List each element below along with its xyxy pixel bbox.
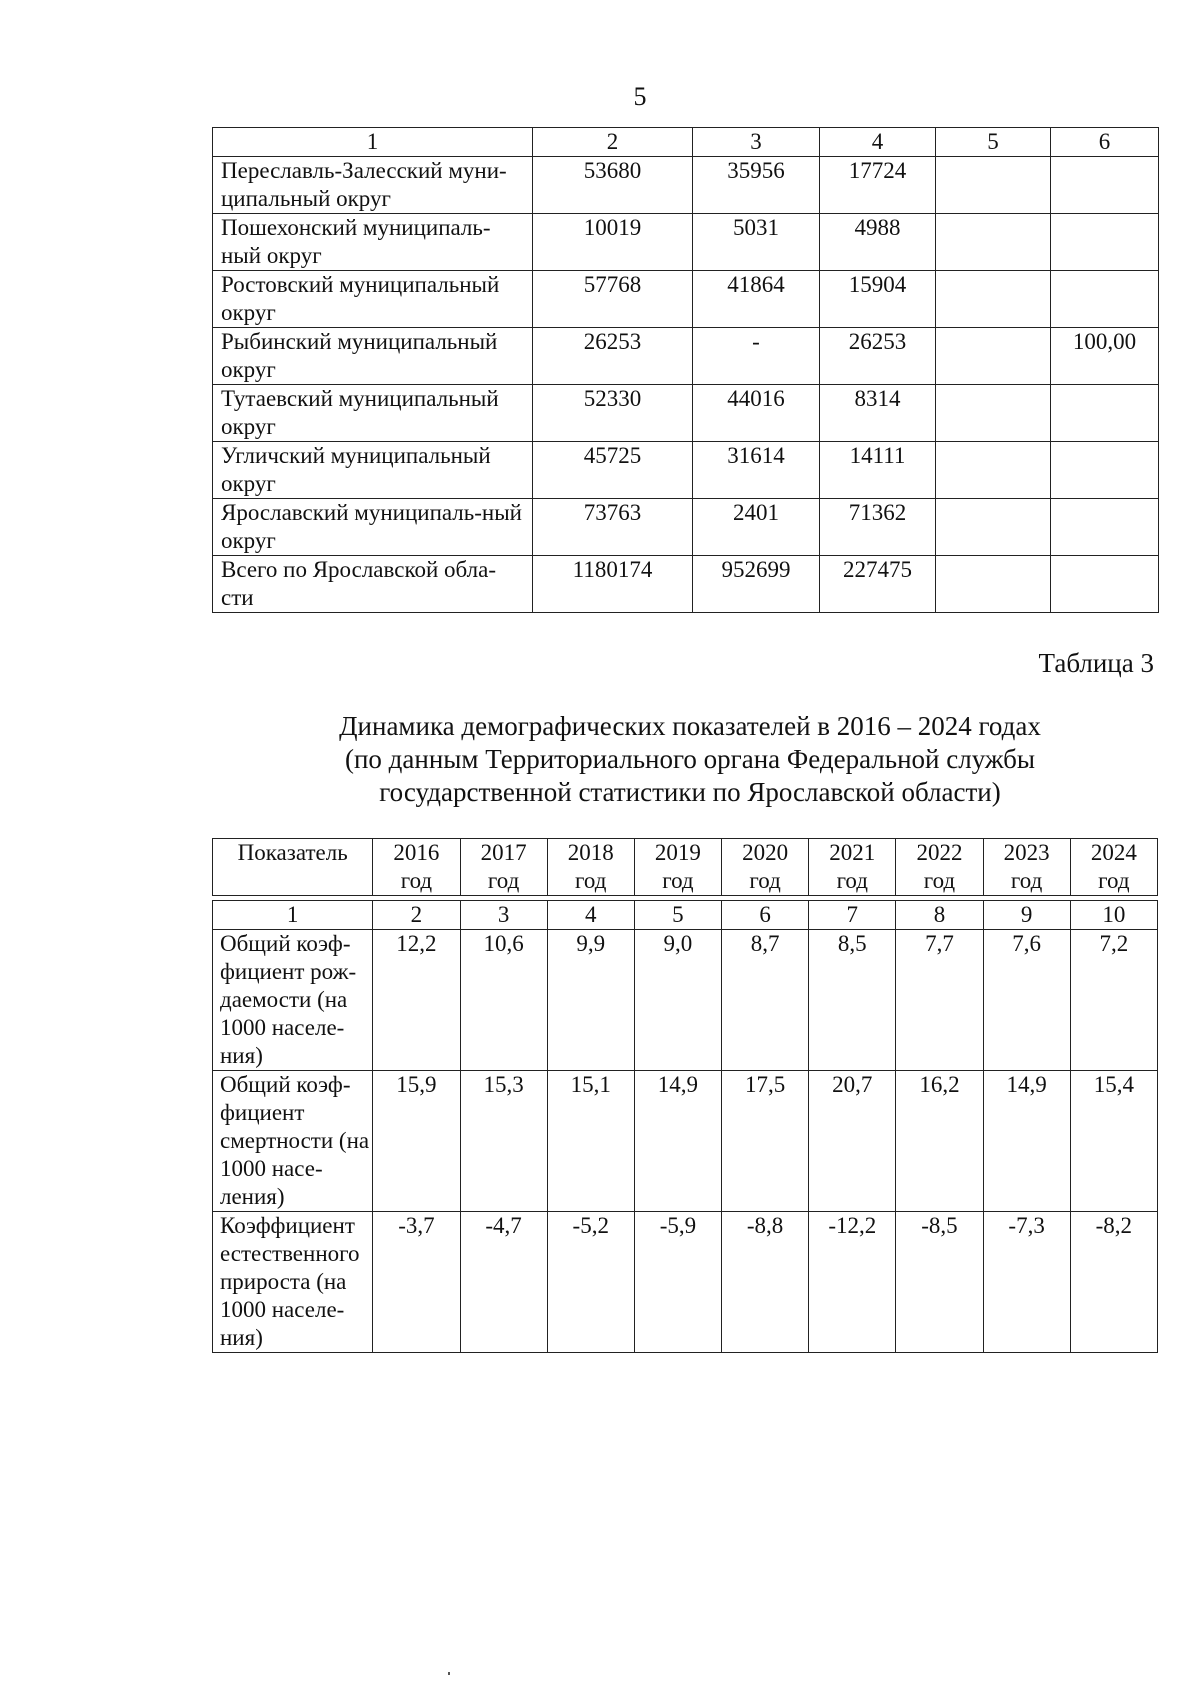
table-row-total [213, 556, 1159, 613]
district-name: Переславль-Залесский муни-ципальный округ [213, 157, 533, 214]
cell-col3: 41864 [693, 271, 820, 328]
year-header: 2019 год [634, 839, 721, 896]
cell-col2: 52330 [533, 385, 693, 442]
year-header: 2017 год [460, 839, 547, 896]
cell-col4: 8314 [820, 385, 936, 442]
cell-col5 [936, 442, 1051, 499]
table-row [213, 499, 1159, 556]
cell-col5 [936, 556, 1051, 613]
value-cell: -12,2 [809, 1212, 896, 1353]
value-cell: 14,9 [634, 1071, 721, 1212]
column-number: 10 [1070, 901, 1157, 930]
column-number: 9 [983, 901, 1070, 930]
cell-col3: 35956 [693, 157, 820, 214]
cell-col2: 73763 [533, 499, 693, 556]
column-number: 7 [809, 901, 896, 930]
cell-col6 [1051, 271, 1159, 328]
cell-col3: 31614 [693, 442, 820, 499]
table-row [213, 271, 1159, 328]
table-3-title [230, 710, 1150, 809]
cell-col5 [936, 157, 1051, 214]
cell-col5 [936, 499, 1051, 556]
column-number-row [213, 901, 1158, 930]
demographics-table [212, 838, 1158, 1353]
value-cell: 20,7 [809, 1071, 896, 1212]
header-cell: 2 [533, 128, 693, 157]
death-rate-row [213, 1071, 1158, 1212]
cell-col5 [936, 271, 1051, 328]
year-header: 2018 год [547, 839, 634, 896]
cell-col2: 1180174 [533, 556, 693, 613]
value-cell: 15,3 [460, 1071, 547, 1212]
cell-col6 [1051, 214, 1159, 271]
district-name: Угличский муниципальный округ [213, 442, 533, 499]
scan-speck [448, 1672, 450, 1675]
indicator-header: Показатель [213, 839, 373, 896]
indicator-label: Коэффициент естественного прироста (на 1000 населе-ния) [213, 1212, 373, 1353]
cell-col6 [1051, 385, 1159, 442]
value-cell: -5,2 [547, 1212, 634, 1353]
cell-col3: 2401 [693, 499, 820, 556]
value-cell: -4,7 [460, 1212, 547, 1353]
cell-col4: 15904 [820, 271, 936, 328]
value-cell: -8,8 [722, 1212, 809, 1353]
cell-col2: 45725 [533, 442, 693, 499]
value-cell: -5,9 [634, 1212, 721, 1353]
cell-col6: 100,00 [1051, 328, 1159, 385]
title-line: (по данным Территориального органа Федеральной службы [344, 744, 1036, 774]
value-cell: -7,3 [983, 1212, 1070, 1353]
table-row [213, 442, 1159, 499]
district-name: Пошехонский муниципаль-ный округ [213, 214, 533, 271]
year-header-row [213, 839, 1158, 896]
cell-col4: 17724 [820, 157, 936, 214]
value-cell: 12,2 [373, 930, 460, 1071]
cell-col5 [936, 328, 1051, 385]
cell-col4: 26253 [820, 328, 936, 385]
value-cell: 7,2 [1070, 930, 1157, 1071]
cell-col5 [936, 385, 1051, 442]
header-cell: 6 [1051, 128, 1159, 157]
title-line: Динамика демографических показателей в 2016 – 2024 годах [339, 711, 1041, 741]
cell-col2: 26253 [533, 328, 693, 385]
column-number: 5 [634, 901, 721, 930]
district-name: Всего по Ярославской обла-сти [213, 556, 533, 613]
cell-col4: 71362 [820, 499, 936, 556]
header-cell: 3 [693, 128, 820, 157]
table-row [213, 214, 1159, 271]
indicator-label: Общий коэф-фициент смертности (на 1000 насе-ления) [213, 1071, 373, 1212]
value-cell: 14,9 [983, 1071, 1070, 1212]
value-cell: 15,1 [547, 1071, 634, 1212]
cell-col4: 14111 [820, 442, 936, 499]
value-cell: 10,6 [460, 930, 547, 1071]
table-row [213, 328, 1159, 385]
district-name: Ярославский муниципаль-ный округ [213, 499, 533, 556]
column-number: 4 [547, 901, 634, 930]
year-header: 2023 год [983, 839, 1070, 896]
cell-col6 [1051, 442, 1159, 499]
value-cell: 9,9 [547, 930, 634, 1071]
cell-col3: 952699 [693, 556, 820, 613]
cell-col2: 57768 [533, 271, 693, 328]
cell-col3: 5031 [693, 214, 820, 271]
header-cell: 1 [213, 128, 533, 157]
cell-col2: 53680 [533, 157, 693, 214]
value-cell: -8,2 [1070, 1212, 1157, 1353]
value-cell: 7,6 [983, 930, 1070, 1071]
value-cell: 16,2 [896, 1071, 983, 1212]
cell-col3: - [693, 328, 820, 385]
header-cell: 4 [820, 128, 936, 157]
year-header: 2021 год [809, 839, 896, 896]
cell-col4: 227475 [820, 556, 936, 613]
municipal-table [212, 127, 1159, 613]
column-number: 3 [460, 901, 547, 930]
cell-col3: 44016 [693, 385, 820, 442]
column-number: 2 [373, 901, 460, 930]
cell-col2: 10019 [533, 214, 693, 271]
value-cell: 8,7 [722, 930, 809, 1071]
header-cell: 5 [936, 128, 1051, 157]
cell-col5 [936, 214, 1051, 271]
year-header: 2024 год [1070, 839, 1157, 896]
district-name: Рыбинский муниципальный округ [213, 328, 533, 385]
district-name: Тутаевский муниципальный округ [213, 385, 533, 442]
district-name: Ростовский муниципальный округ [213, 271, 533, 328]
column-number: 6 [722, 901, 809, 930]
value-cell: 15,4 [1070, 1071, 1157, 1212]
natural-growth-row [213, 1212, 1158, 1353]
value-cell: 7,7 [896, 930, 983, 1071]
birth-rate-row [213, 930, 1158, 1071]
value-cell: 8,5 [809, 930, 896, 1071]
value-cell: -3,7 [373, 1212, 460, 1353]
value-cell: 15,9 [373, 1071, 460, 1212]
title-line: государственной статистики по Ярославской области) [379, 777, 1001, 807]
year-header: 2016 год [373, 839, 460, 896]
value-cell: 9,0 [634, 930, 721, 1071]
page-number: 5 [633, 82, 647, 111]
table-header-row [213, 128, 1159, 157]
table-row [213, 385, 1159, 442]
year-header: 2020 год [722, 839, 809, 896]
indicator-label: Общий коэф-фициент рож-даемости (на 1000 населе-ния) [213, 930, 373, 1071]
value-cell: 17,5 [722, 1071, 809, 1212]
table-row [213, 157, 1159, 214]
cell-col6 [1051, 157, 1159, 214]
value-cell: -8,5 [896, 1212, 983, 1353]
column-number: 1 [213, 901, 373, 930]
table-3-label: Таблица 3 [1038, 648, 1154, 678]
cell-col6 [1051, 499, 1159, 556]
cell-col6 [1051, 556, 1159, 613]
year-header: 2022 год [896, 839, 983, 896]
column-number: 8 [896, 901, 983, 930]
cell-col4: 4988 [820, 214, 936, 271]
